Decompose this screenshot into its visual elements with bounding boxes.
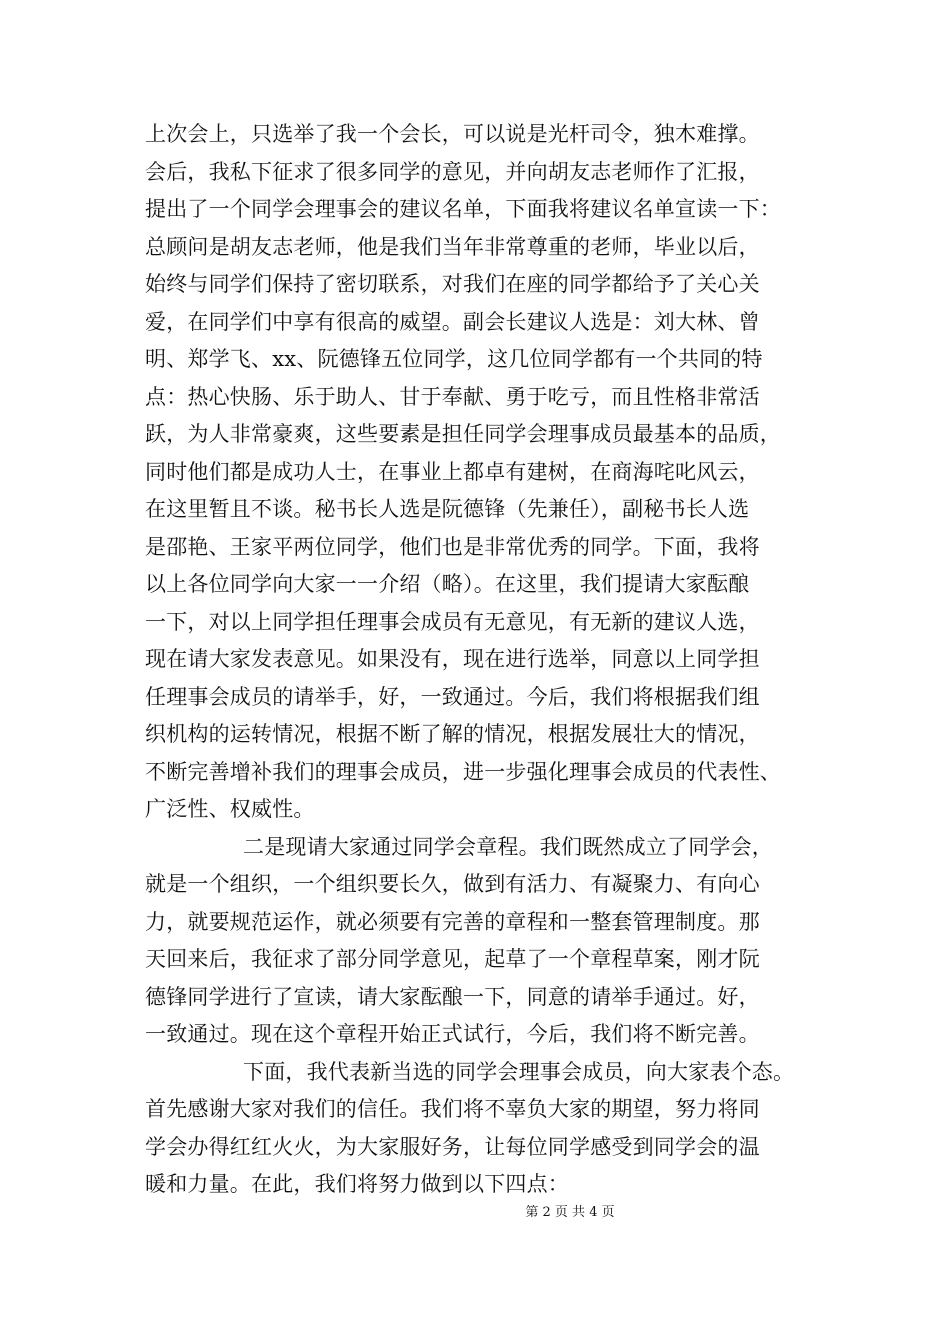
paragraph-start-line: 下面，我代表新当选的同学会理事会成员，向大家表个态。: [243, 1059, 795, 1084]
text-line: 明、郑学飞、xx、阮德锋五位同学，这几位同学都有一个共同的特: [145, 347, 763, 371]
text-line: 首先感谢大家对我们的信任。我们将不辜负大家的期望，努力将同: [145, 1097, 760, 1121]
document-body: [145, 116, 835, 1204]
text-line: 上次会上，只选举了我一个会长，可以说是光杆司令，独木难撑。: [145, 122, 760, 146]
paragraph-start-line: 二是现请大家通过同学会章程。我们既然成立了同学会，: [243, 834, 773, 859]
text-line: 力，就要规范运作，就必须要有完善的章程和一整套管理制度。那: [145, 909, 760, 934]
text-line: 天回来后，我征求了部分同学意见，起草了一个章程草案，刚才阮: [145, 947, 760, 971]
text-line: 学会办得红红火火，为大家服好务，让每位同学感受到同学会的温: [145, 1134, 760, 1159]
text-line: 提出了一个同学会理事会的建议名单，下面我将建议名单宣读一下：: [145, 197, 781, 221]
text-line: 始终与同学们保持了密切联系，对我们在座的同学都给予了关心关: [145, 272, 760, 296]
text-line: 任理事会成员的请举手，好，一致通过。今后，我们将根据我们组: [145, 684, 760, 709]
text-line: 不断完善增补我们的理事会成员，进一步强化理事会成员的代表性、: [145, 759, 781, 784]
text-line: 就是一个组织，一个组织要长久，做到有活力、有凝聚力、有向心: [145, 872, 760, 896]
text-line: 是邵艳、王家平两位同学，他们也是非常优秀的同学。下面，我将: [145, 534, 760, 559]
text-line: 现在请大家发表意见。如果没有，现在进行选举，同意以上同学担: [145, 647, 760, 671]
page-number-footer: 第 2 页 共 4 页: [525, 1205, 615, 1220]
text-line: 德锋同学进行了宣读，请大家酝酿一下，同意的请举手通过。好，: [145, 984, 760, 1009]
text-line: 以上各位同学向大家一一介绍（略）。在这里，我们提请大家酝酿: [145, 572, 750, 596]
text-line: 总顾问是胡友志老师，他是我们当年非常尊重的老师，毕业以后，: [145, 234, 760, 259]
text-line: 一致通过。现在这个章程开始正式试行，今后，我们将不断完善。: [145, 1022, 760, 1046]
text-line: 爱，在同学们中享有很高的威望。副会长建议人选是：刘大林、曾: [145, 309, 760, 334]
text-line: 会后，我私下征求了很多同学的意见，并向胡友志老师作了汇报，: [145, 159, 760, 184]
text-line: 点：热心快肠、乐于助人、甘于奉献、勇于吃亏，而且性格非常活: [145, 384, 760, 409]
text-line: 跃，为人非常豪爽，这些要素是担任同学会理事成员最基本的品质，: [145, 422, 781, 446]
text-line: 织机构的运转情况，根据不断了解的情况，根据发展壮大的情况，: [145, 722, 760, 746]
text-line: 一下，对以上同学担任理事会成员有无意见，有无新的建议人选，: [145, 609, 760, 634]
text-line: 同时他们都是成功人士，在事业上都卓有建树，在商海咤叱风云，: [145, 459, 760, 484]
text-line: 在这里暂且不谈。秘书长人选是阮德锋（先兼任），副秘书长人选: [145, 497, 750, 521]
text-line: 暖和力量。在此，我们将努力做到以下四点：: [145, 1172, 569, 1196]
text-line: 广泛性、权威性。: [145, 797, 315, 821]
